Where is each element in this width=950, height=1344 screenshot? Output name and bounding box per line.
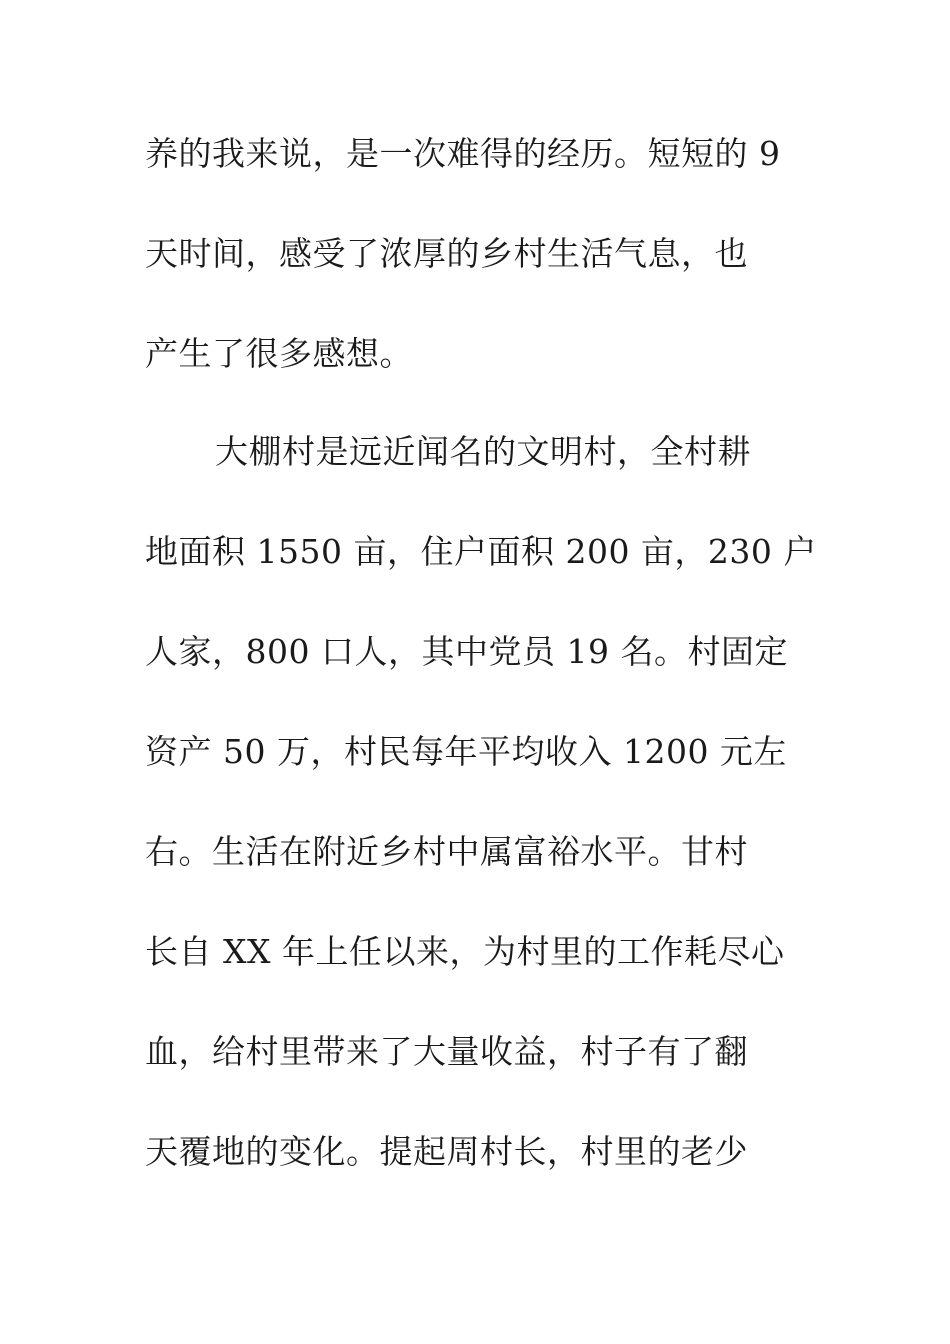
paragraph-2-line-2: 地面积 1550 亩，住户面积 200 亩，230 户 [145,532,817,571]
paragraph-2-line-4: 资产 50 万，村民每年平均收入 1200 元左 [145,732,787,771]
paragraph-1-line-3: 产生了很多感想。 [145,334,413,373]
paragraph-2-line-8: 天覆地的变化。提起周村长，村里的老少 [145,1132,748,1171]
paragraph-2-line-6: 长自 XX 年上任以来，为村里的工作耗尽心 [145,932,785,971]
paragraph-2-line-3: 人家，800 口人，其中党员 19 名。村固定 [145,632,788,671]
paragraph-2-line-5: 右。生活在附近乡村中属富裕水平。甘村 [145,832,748,871]
paragraph-1-line-1: 养的我来说，是一次难得的经历。短短的 9 [145,134,781,173]
paragraph-2-line-7: 血，给村里带来了大量收益，村子有了翻 [145,1032,748,1071]
paragraph-1-line-2: 天时间，感受了浓厚的乡村生活气息，也 [145,234,748,273]
paragraph-2-line-1: 大棚村是远近闻名的文明村，全村耕 [215,432,751,471]
